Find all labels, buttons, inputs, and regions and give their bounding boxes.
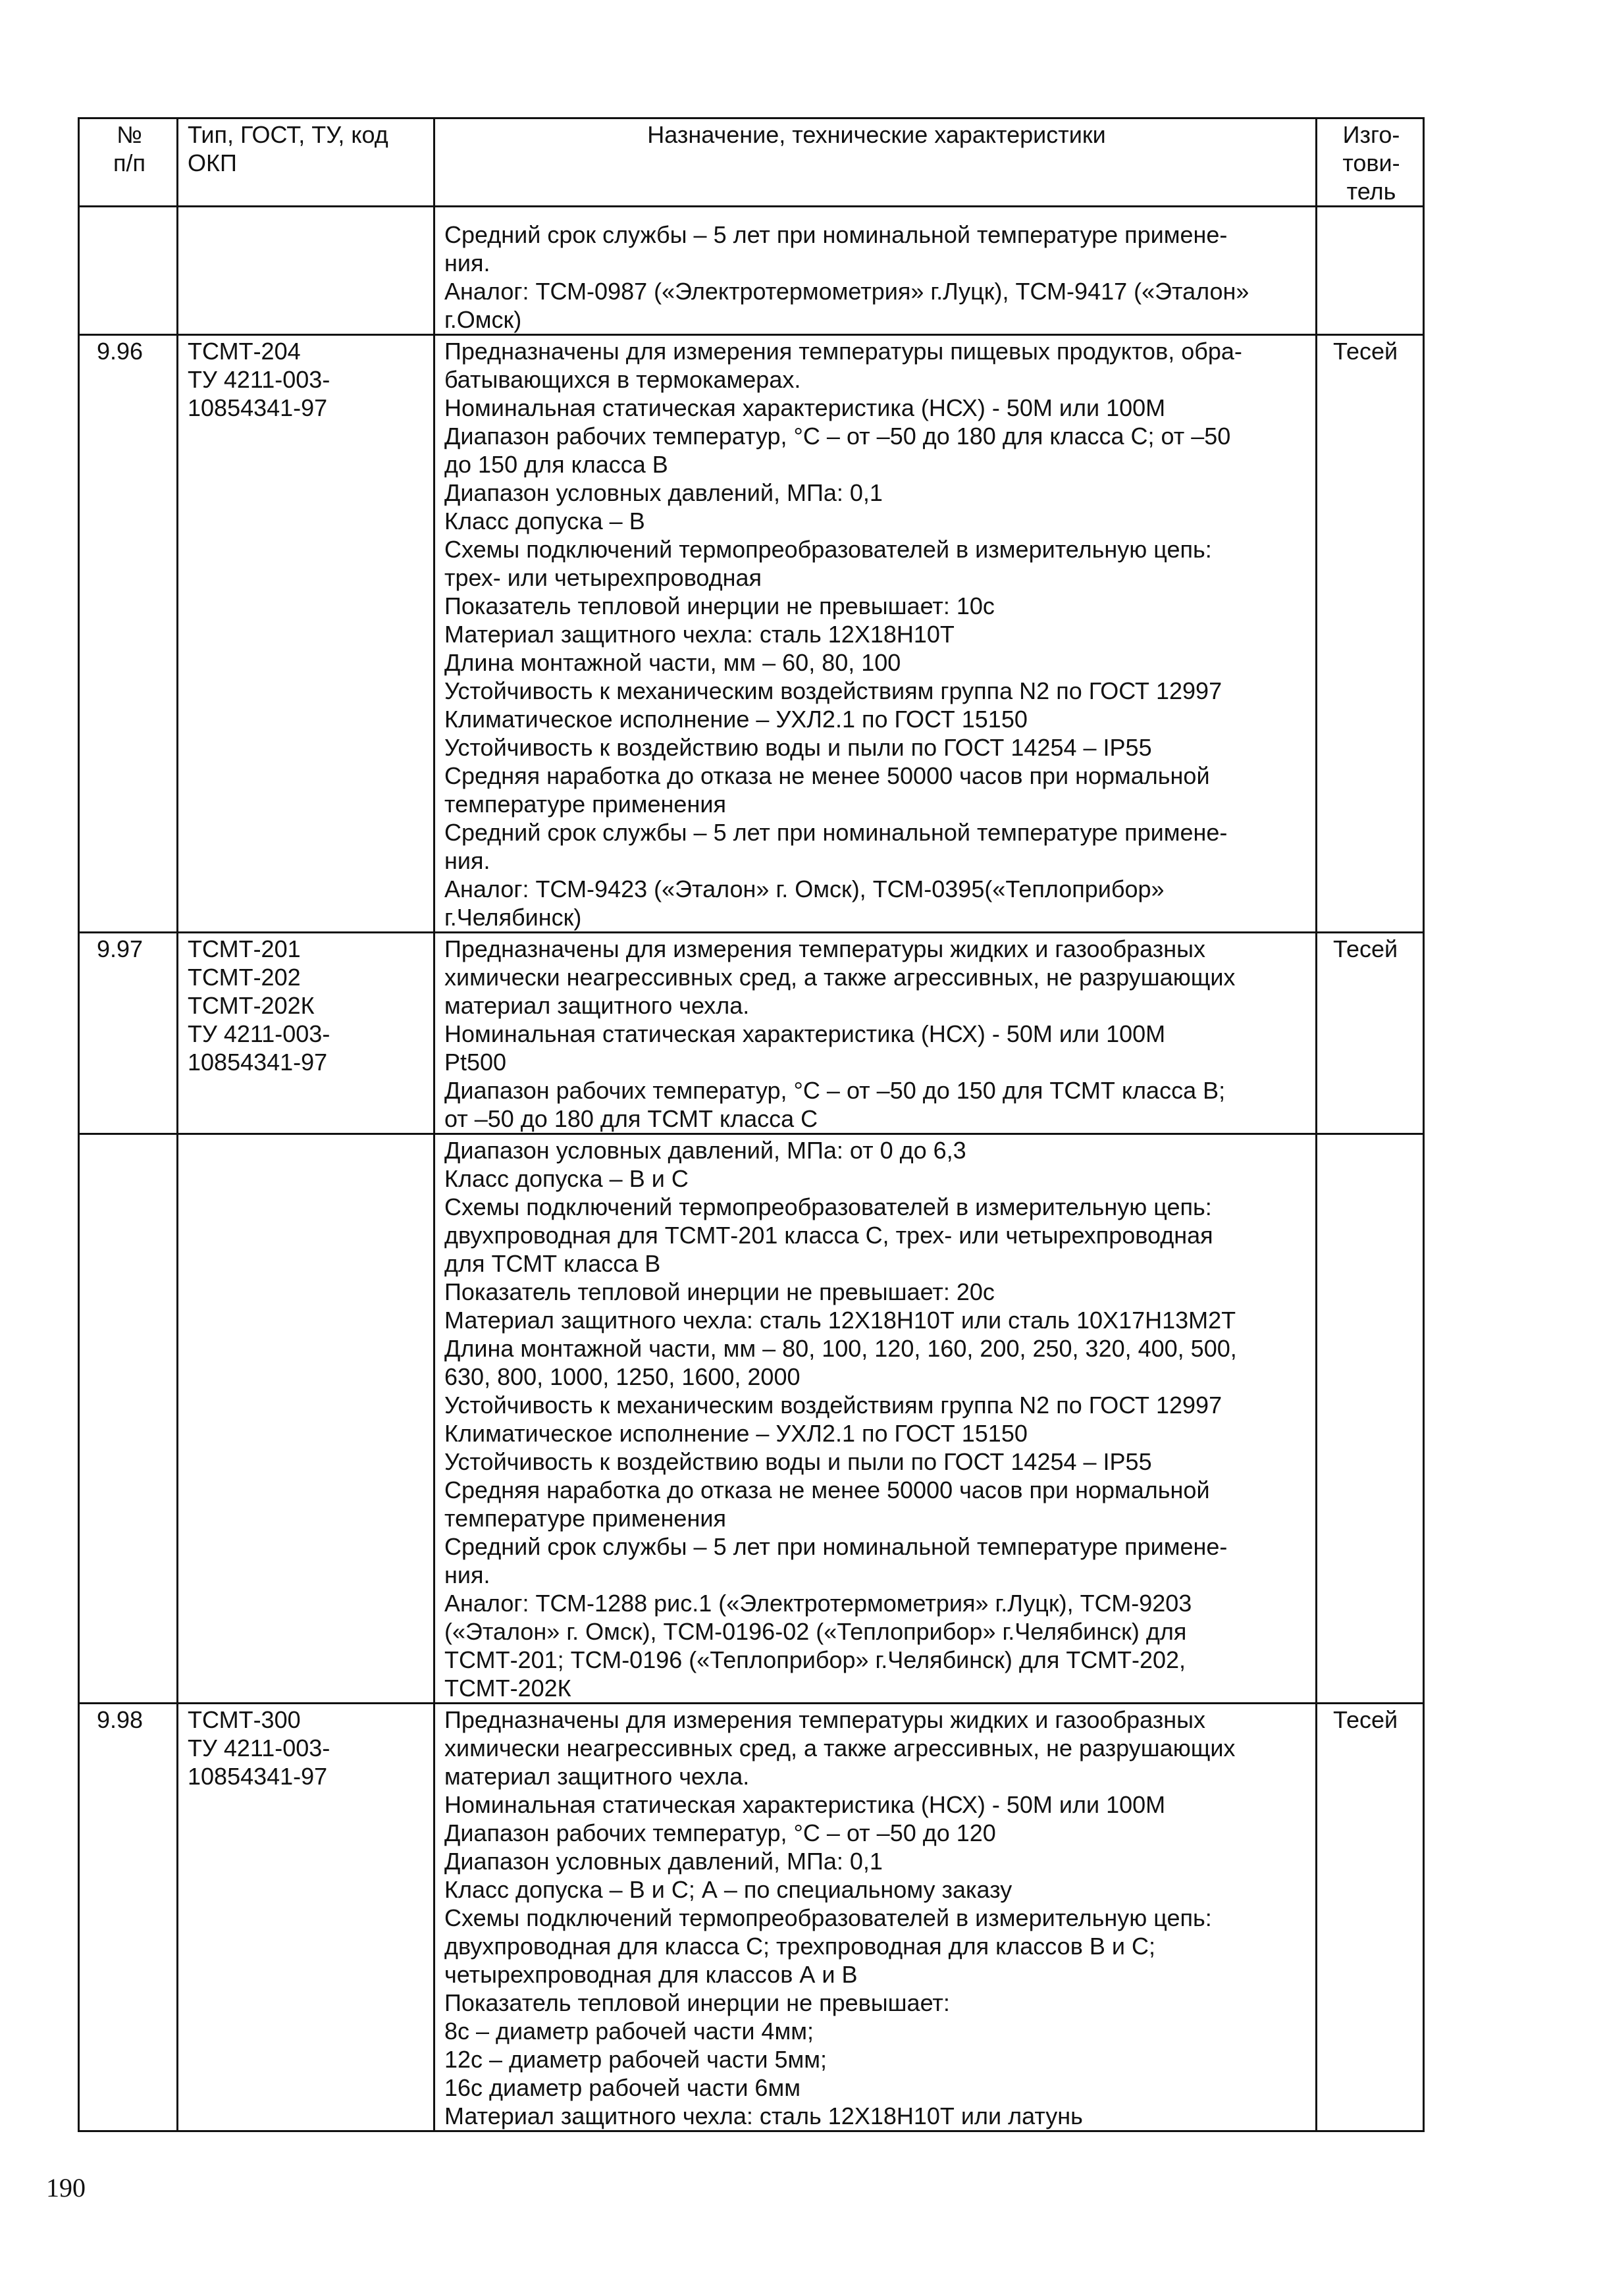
maker-name: Тесей [1333,935,1398,962]
desc-line: Средний срок службы – 5 лет при номинальной температуре примене- [444,819,1228,846]
desc-line: Класс допуска – В [444,508,645,535]
num-cell [79,335,178,933]
type-line: ТСМТ-202К [188,992,315,1019]
desc-line: Аналог: ТСМ-0987 («Электротермометрия» г.Луцк), ТСМ-9417 («Эталон» [444,278,1249,305]
header-text: тови- [1342,149,1400,176]
header-maker [1317,118,1424,207]
header-text: № [117,121,142,148]
page-number: 190 [46,2173,86,2203]
table-body [79,207,1424,2131]
desc-line: ния. [444,847,490,874]
header-text: п/п [113,149,145,176]
desc-line: ТСМТ-201; ТСМ-0196 («Теплоприбор» г.Челябинск) для ТСМТ-202, [444,1646,1186,1673]
maker-cell [1317,933,1424,1134]
type-cell [178,1134,434,1704]
type-line: ТСМТ-202 [188,964,301,991]
desc-line: четырехпроводная для классов А и В [444,1961,858,1988]
desc-line: 12с – диаметр рабочей части 5мм; [444,2046,827,2073]
desc-line: Номинальная статическая характеристика (НСХ) - 50М или 100М [444,1020,1166,1047]
type-line: ТУ 4211-003- [188,366,330,393]
desc-line: Диапазон условных давлений, МПа: 0,1 [444,479,883,506]
desc-line: Средняя наработка до отказа не менее 50000 часов при нормальной [444,1476,1210,1503]
header-text: Изго- [1342,121,1400,148]
table-row [79,1134,1424,1704]
desc-line: ТСМТ-202К [444,1675,571,1702]
desc-line: для ТСМТ класса В [444,1250,661,1277]
desc-line: Показатель тепловой инерции не превышает: [444,1989,950,2016]
desc-line: Диапазон рабочих температур, °С – от –50 до 150 для ТСМТ класса В; [444,1077,1226,1104]
type-line: 10854341-97 [188,1763,328,1790]
desc-line: Схемы подключений термопреобразователей в измерительную цепь: [444,1193,1212,1220]
desc-line: Класс допуска – В и С [444,1165,689,1192]
desc-line: Предназначены для измерения температуры пищевых продуктов, обра- [444,338,1242,365]
desc-line: Материал защитного чехла: сталь 12Х18Н10Т или латунь [444,2102,1083,2129]
num-cell [79,933,178,1134]
num-cell [79,207,178,335]
desc-line: Материал защитного чехла: сталь 12Х18Н10Т [444,621,955,648]
desc-line: двухпроводная для ТСМТ-201 класса С, трех- или четырехпроводная [444,1222,1213,1249]
desc-line: г.Челябинск) [444,904,582,931]
desc-line: ния. [444,249,490,276]
maker-cell [1317,207,1424,335]
desc-line: ния. [444,1561,490,1588]
desc-line: Pt500 [444,1049,507,1076]
type-line: ТСМТ-300 [188,1706,301,1733]
maker-cell [1317,1704,1424,2131]
desc-line: двухпроводная для класса С; трехпроводная для классов В и С; [444,1933,1155,1960]
desc-line: Схемы подключений термопреобразователей в измерительную цепь: [444,1904,1212,1931]
desc-line: батывающихся в термокамерах. [444,366,801,393]
spec-table [78,117,1425,2132]
type-line: ТУ 4211-003- [188,1020,330,1047]
type-line: 10854341-97 [188,1049,328,1076]
maker-cell [1317,1134,1424,1704]
desc-line: Предназначены для измерения температуры жидких и газообразных [444,1706,1206,1733]
desc-line: трех- или четырехпроводная [444,564,762,591]
header-num [79,118,178,207]
num-cell [79,1134,178,1704]
type-line: ТСМТ-201 [188,935,301,962]
header-type [178,118,434,207]
desc-line: Длина монтажной части, мм – 60, 80, 100 [444,649,901,676]
desc-line: Диапазон условных давлений, МПа: от 0 до 6,3 [444,1137,966,1164]
desc-line: 16с диаметр рабочей части 6мм [444,2074,801,2101]
header-text: Тип, ГОСТ, ТУ, код [188,121,388,148]
type-cell [178,1704,434,2131]
desc-line: от –50 до 180 для ТСМТ класса С [444,1105,818,1132]
desc-line: химически неагрессивных сред, а также агрессивных, не разрушающих [444,964,1236,991]
desc-line: Устойчивость к воздействию воды и пыли по ГОСТ 14254 – IP55 [444,734,1152,761]
desc-line: материал защитного чехла. [444,992,750,1019]
type-line: ТУ 4211-003- [188,1735,330,1761]
desc-line: Средний срок службы – 5 лет при номинальной температуре примене- [444,1533,1228,1560]
type-cell [178,335,434,933]
desc-line: Предназначены для измерения температуры жидких и газообразных [444,935,1206,962]
table-row [79,207,1424,335]
desc-line: Устойчивость к механическим воздействиям группа N2 по ГОСТ 12997 [444,677,1222,704]
desc-line: 630, 800, 1000, 1250, 1600, 2000 [444,1363,801,1390]
header-text: тель [1346,178,1396,205]
desc-line: Диапазон рабочих температур, °С – от –50 до 180 для класса С; от –50 [444,423,1231,450]
item-number: 9.97 [97,935,144,962]
desc-line: температуре применения [444,791,726,818]
desc-cell [434,933,1317,1134]
desc-cell [434,335,1317,933]
header-desc [434,118,1317,207]
desc-line: Номинальная статическая характеристика (НСХ) - 50М или 100М [444,394,1166,421]
num-cell [79,1704,178,2131]
desc-line: Диапазон рабочих температур, °С – от –50 до 120 [444,1819,996,1846]
desc-line: Материал защитного чехла: сталь 12Х18Н10Т или сталь 10Х17Н13М2Т [444,1307,1236,1334]
desc-line: 8с – диаметр рабочей части 4мм; [444,2018,814,2045]
desc-cell [434,207,1317,335]
item-number: 9.96 [97,338,144,365]
desc-cell [434,1134,1317,1704]
maker-cell [1317,335,1424,933]
desc-line: Схемы подключений термопреобразователей в измерительную цепь: [444,536,1212,563]
desc-line: Аналог: ТСМ-9423 («Эталон» г. Омск), ТСМ-0395(«Теплоприбор» [444,875,1165,902]
desc-line: Аналог: ТСМ-1288 рис.1 («Электротермометрия» г.Луцк), ТСМ-9203 [444,1590,1192,1617]
type-line: 10854341-97 [188,394,328,421]
table-row [79,933,1424,1134]
desc-line: Длина монтажной части, мм – 80, 100, 120, 160, 200, 250, 320, 400, 500, [444,1335,1237,1362]
desc-line: Класс допуска – В и С; А – по специальному заказу [444,1876,1012,1903]
desc-line: химически неагрессивных сред, а также агрессивных, не разрушающих [444,1735,1236,1761]
desc-line: температуре применения [444,1505,726,1532]
desc-line: Климатическое исполнение – УХЛ2.1 по ГОСТ 15150 [444,706,1028,733]
table-row [79,335,1424,933]
desc-line: Показатель тепловой инерции не превышает: 20с [444,1278,995,1305]
desc-line: Средний срок службы – 5 лет при номинальной температуре примене- [444,221,1228,248]
desc-line: («Эталон» г. Омск), ТСМ-0196-02 («Теплоприбор» г.Челябинск) для [444,1618,1187,1645]
header-text: ОКП [188,149,237,176]
maker-name: Тесей [1333,1706,1398,1733]
table-header-row [79,118,1424,207]
maker-name: Тесей [1333,338,1398,365]
desc-line: до 150 для класса В [444,451,668,478]
header-text: Назначение, технические характеристики [647,121,1106,148]
type-cell [178,933,434,1134]
desc-line: Диапазон условных давлений, МПа: 0,1 [444,1848,883,1875]
desc-line: материал защитного чехла. [444,1763,750,1790]
type-line: ТСМТ-204 [188,338,301,365]
desc-line: Показатель тепловой инерции не превышает: 10с [444,592,995,619]
desc-cell [434,1704,1317,2131]
desc-line: г.Омск) [444,306,522,333]
item-number: 9.98 [97,1706,144,1733]
desc-line: Климатическое исполнение – УХЛ2.1 по ГОСТ 15150 [444,1420,1028,1447]
desc-line: Номинальная статическая характеристика (НСХ) - 50М или 100М [444,1791,1166,1818]
desc-line: Устойчивость к механическим воздействиям группа N2 по ГОСТ 12997 [444,1392,1222,1419]
type-cell [178,207,434,335]
desc-line: Устойчивость к воздействию воды и пыли по ГОСТ 14254 – IP55 [444,1448,1152,1475]
desc-line: Средняя наработка до отказа не менее 50000 часов при нормальной [444,762,1210,789]
table-row [79,1704,1424,2131]
